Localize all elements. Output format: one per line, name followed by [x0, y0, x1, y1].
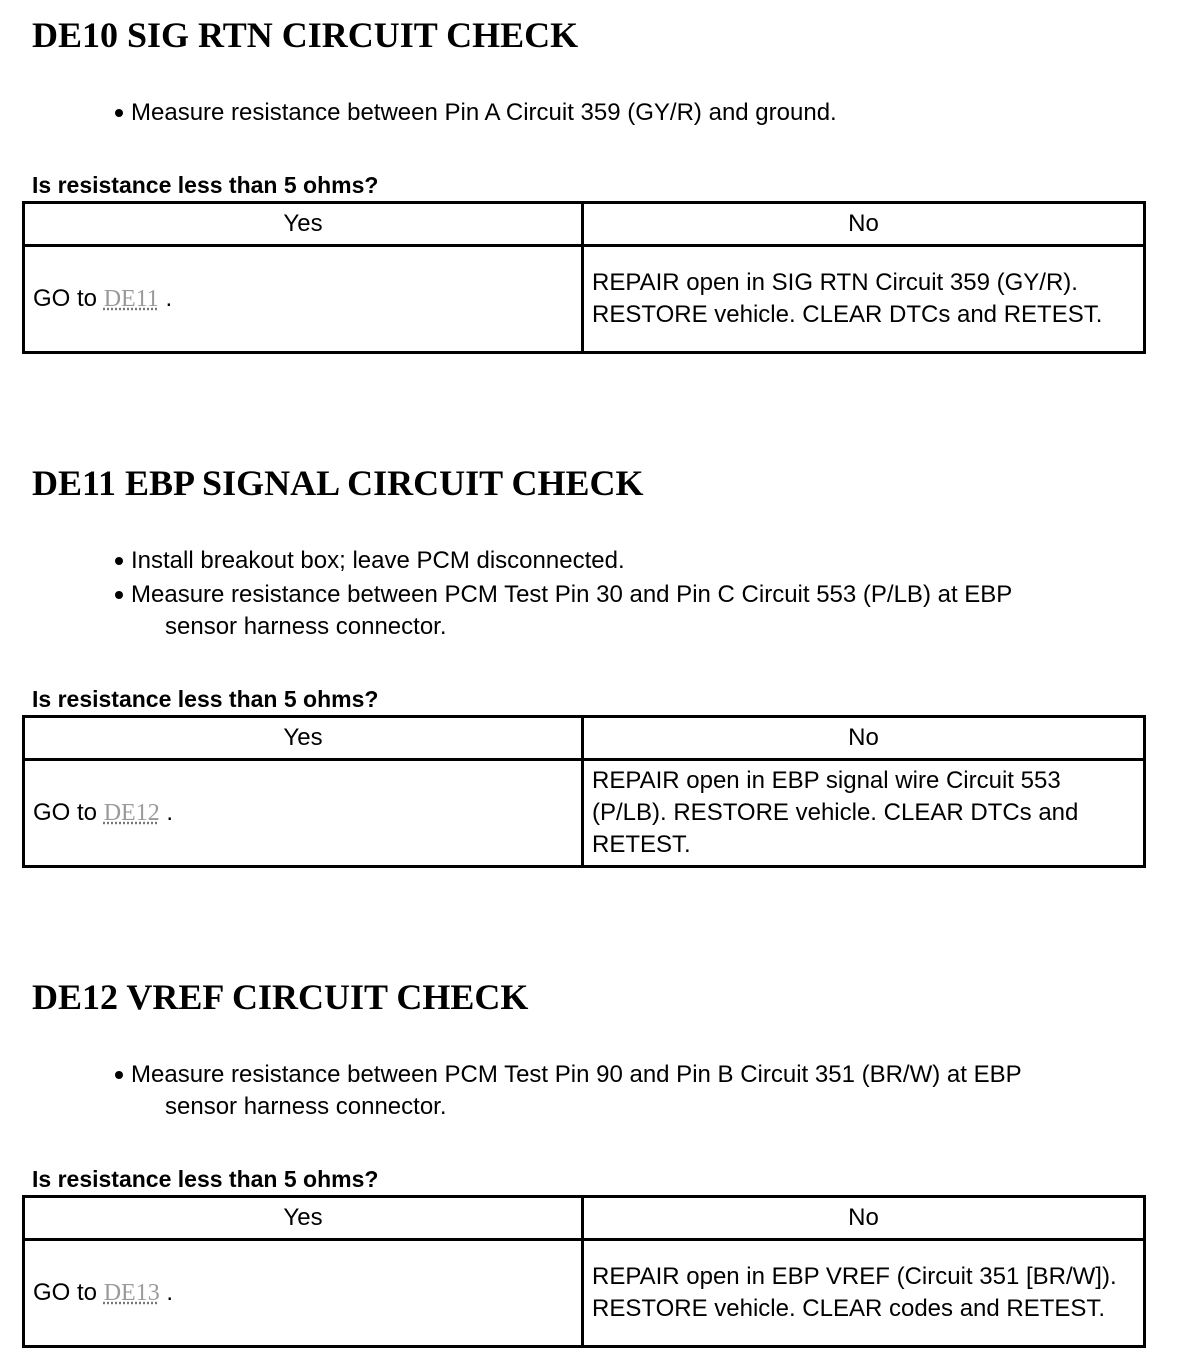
section-title: DE10 SIG RTN CIRCUIT CHECK	[32, 15, 579, 55]
result-table	[22, 1195, 1146, 1348]
column-header-no: No	[583, 203, 1145, 246]
column-header-no: No	[583, 1197, 1145, 1240]
instruction-text-continued: sensor harness connector.	[165, 613, 447, 640]
table-row	[24, 246, 1145, 353]
section-title: DE12 VREF CIRCUIT CHECK	[32, 977, 529, 1017]
table-row	[24, 1240, 1145, 1347]
bullet-icon	[115, 591, 123, 599]
no-cell: REPAIR open in EBP signal wire Circuit 553 (P/LB). RESTORE vehicle. CLEAR DTCs and RETEST.	[583, 760, 1145, 867]
bullet-icon	[115, 109, 123, 117]
bullet-icon	[115, 557, 123, 565]
instruction-text: Measure resistance between PCM Test Pin 90 and Pin B Circuit 351 (BR/W) at EBP	[131, 1061, 1022, 1088]
instruction-list	[115, 97, 1190, 131]
section-title: DE11 EBP SIGNAL CIRCUIT CHECK	[32, 463, 644, 503]
yes-cell	[24, 246, 583, 353]
goto-suffix: .	[166, 1279, 174, 1306]
goto-prefix: GO to	[33, 799, 98, 826]
column-header-yes: Yes	[24, 717, 583, 760]
table-header-row	[24, 203, 1145, 246]
goto-de11-link[interactable]: DE11	[103, 286, 159, 312]
instruction-item	[115, 97, 1190, 129]
instruction-list	[115, 545, 1190, 645]
goto-prefix: GO to	[33, 285, 98, 312]
column-header-yes: Yes	[24, 1197, 583, 1240]
no-cell: REPAIR open in SIG RTN Circuit 359 (GY/R). RESTORE vehicle. CLEAR DTCs and RETEST.	[583, 246, 1145, 353]
question-text: Is resistance less than 5 ohms?	[32, 686, 379, 712]
instruction-text: Install breakout box; leave PCM disconnected.	[131, 547, 625, 574]
bullet-icon	[115, 1071, 123, 1079]
yes-cell	[24, 1240, 583, 1347]
instruction-list	[115, 1059, 1190, 1125]
column-header-yes: Yes	[24, 203, 583, 246]
instruction-text: Measure resistance between PCM Test Pin 30 and Pin C Circuit 553 (P/LB) at EBP	[131, 581, 1013, 608]
instruction-item	[115, 545, 1190, 577]
question-text: Is resistance less than 5 ohms?	[32, 172, 379, 198]
table-header-row	[24, 717, 1145, 760]
instruction-item	[115, 1059, 1190, 1123]
result-table	[22, 715, 1146, 868]
question-text: Is resistance less than 5 ohms?	[32, 1166, 379, 1192]
goto-de12-link[interactable]: DE12	[103, 800, 160, 826]
table-header-row	[24, 1197, 1145, 1240]
table-row	[24, 760, 1145, 867]
goto-de13-link[interactable]: DE13	[103, 1280, 160, 1306]
goto-suffix: .	[166, 799, 174, 826]
goto-suffix: .	[165, 285, 173, 312]
goto-prefix: GO to	[33, 1279, 98, 1306]
instruction-text: Measure resistance between Pin A Circuit 359 (GY/R) and ground.	[131, 99, 837, 126]
no-cell: REPAIR open in EBP VREF (Circuit 351 [BR/W]). RESTORE vehicle. CLEAR codes and RETEST.	[583, 1240, 1145, 1347]
column-header-no: No	[583, 717, 1145, 760]
instruction-text-continued: sensor harness connector.	[165, 1093, 447, 1120]
result-table	[22, 201, 1146, 354]
yes-cell	[24, 760, 583, 867]
instruction-item	[115, 579, 1190, 643]
